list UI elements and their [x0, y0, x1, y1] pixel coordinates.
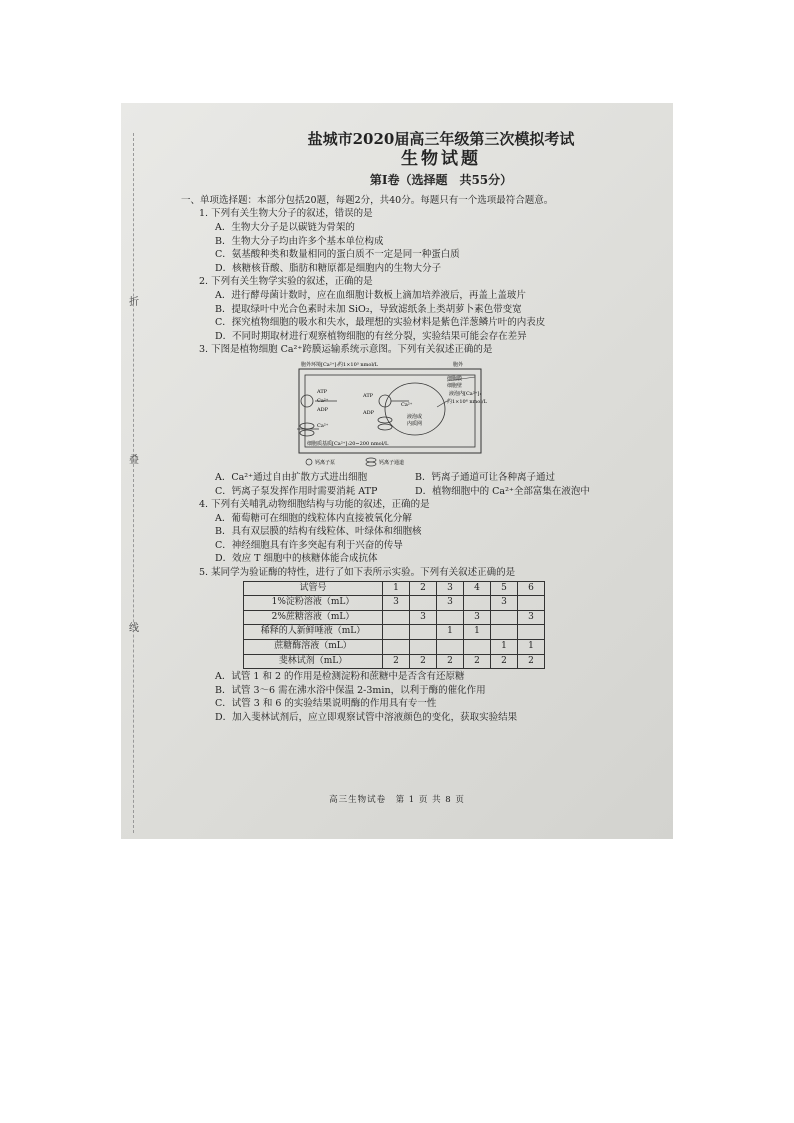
table-cell: 3 [464, 610, 491, 625]
table-cell: 1 [491, 640, 518, 655]
table-cell: 2 [383, 654, 410, 669]
table-cell [383, 640, 410, 655]
table-cell: 2%蔗糖溶液（mL） [244, 610, 383, 625]
membrane-pump-circle [301, 395, 313, 407]
cell-wall-label: 细胞壁 [447, 382, 463, 389]
vacuole-label: 液泡或 [407, 413, 423, 420]
q2-option-a: A．进行酵母菌计数时，应在血细胞计数板上滴加培养液后，再盖上盖玻片 [215, 289, 526, 301]
table-cell [491, 610, 518, 625]
experiment-table [243, 581, 545, 670]
subject-title: 生物试题 [401, 148, 481, 169]
margin-mark-fold: 折 [129, 297, 139, 308]
table-header-cell: 6 [518, 581, 545, 596]
margin-mark-line: 线 [129, 623, 139, 634]
scanned-page [121, 103, 673, 839]
q1-option-d: D．核糖核苷酸、脂肪和糖原都是细胞内的生物大分子 [215, 262, 442, 274]
membrane-channel-bottom [300, 430, 314, 436]
table-cell: 2 [437, 654, 464, 669]
legend-channel-icon-top [366, 458, 376, 462]
adp-label-2: ADP [363, 409, 374, 416]
q3-options-cd [181, 485, 661, 499]
vacuole-conc-value: 约1×10⁶ nmol/L [447, 398, 487, 405]
table-cell [410, 596, 437, 611]
membrane-label: 细胞膜 [447, 375, 463, 382]
table-cell: 3 [437, 596, 464, 611]
q2-option-c: C．探究植物细胞的吸水和失水，最理想的实验材料是紫色洋葱鳞片叶的内表皮 [215, 317, 546, 329]
q3-option-b: B．钙离子通道可让各种离子通过 [415, 471, 555, 483]
table-cell [437, 640, 464, 655]
table-cell: 2 [410, 654, 437, 669]
margin-mark-stack: 叠 [129, 455, 139, 466]
q1-option-a: A．生物大分子是以碳链为骨架的 [215, 221, 355, 233]
outside-label: 胞外 [453, 361, 464, 368]
membrane-channel-top [300, 423, 314, 429]
table-header-cell: 3 [437, 581, 464, 596]
table-row [244, 654, 545, 669]
table-row [244, 610, 545, 625]
ca-label-1: Ca²⁺ [317, 397, 329, 404]
table-cell [383, 625, 410, 640]
q3-stem: 3. 下图是植物细胞 Ca²⁺跨膜运输系统示意图。下列有关叙述正确的是 [199, 344, 493, 356]
cytoplasm-label: 细胞质基质[Ca²⁺]:20~200 nmol/L [307, 440, 389, 447]
diagram-svg [297, 359, 497, 471]
fold-line [133, 133, 134, 833]
legend-channel-label: 钙离子通道 [379, 459, 405, 466]
table-cell: 2 [518, 654, 545, 669]
table-cell: 蔗糖酶溶液（mL） [244, 640, 383, 655]
table-cell: 2 [491, 654, 518, 669]
q4-option-a: A．葡萄糖可在细胞的线粒体内直接被氧化分解 [215, 512, 412, 524]
section-title: 第Ⅰ卷（选择题 共55分） [369, 173, 513, 188]
q2-option-b: B．提取绿叶中光合色素时未加 SiO₂，导致滤纸条上类胡萝卜素色带变宽 [215, 303, 522, 315]
q5-stem: 5. 某同学为验证酶的特性，进行了如下表所示实验。下列有关叙述正确的是 [199, 567, 516, 579]
table-cell [410, 625, 437, 640]
exam-content [181, 127, 661, 725]
table-header-cell: 2 [410, 581, 437, 596]
vacuole-conc-label: 液泡内[Ca²⁺]: [449, 390, 482, 397]
q5-option-b: B．试管 3～6 需在沸水浴中保温 2-3min，以利于酶的催化作用 [215, 684, 486, 696]
legend-pump-label: 钙离子泵 [315, 459, 336, 466]
q1-option-b: B．生物大分子均由许多个基本单位构成 [215, 235, 384, 247]
table-header-row [244, 581, 545, 596]
q3-option-a: A．Ca²⁺通过自由扩散方式进出细胞 [215, 471, 368, 483]
table-cell [491, 625, 518, 640]
q4-option-d: D．效应 T 细胞中的核糖体能合成抗体 [215, 553, 378, 565]
table-cell: 1%淀粉溶液（mL） [244, 596, 383, 611]
atp-label-1: ATP [317, 388, 328, 395]
vacuole-label-leader [437, 401, 447, 407]
table-header-cell: 4 [464, 581, 491, 596]
q4-option-b: B．具有双层膜的结构有线粒体、叶绿体和细胞核 [215, 526, 422, 538]
instructions: 一、单项选择题：本部分包括20题，每题2分，共40分。每题只有一个选项最符合题意。 [181, 194, 554, 206]
table-cell [464, 596, 491, 611]
q5-option-a: A．试管 1 和 2 的作用是检测淀粉和蔗糖中是否含有还原糖 [215, 671, 465, 683]
q2-stem: 2. 下列有关生物学实验的叙述，正确的是 [199, 276, 373, 288]
q3-options-ab [181, 471, 661, 485]
ca-label-2: Ca²⁺ [401, 401, 413, 408]
table-row [244, 640, 545, 655]
table-row [244, 625, 545, 640]
q1-stem: 1. 下列有关生物大分子的叙述，错误的是 [199, 208, 373, 220]
table-cell: 3 [491, 596, 518, 611]
q5-option-d: D．加入斐林试剂后，应立即观察试管中溶液颜色的变化，获取实验结果 [215, 712, 518, 723]
q3-option-d: D．植物细胞中的 Ca²⁺全部富集在液泡中 [415, 485, 590, 497]
er-label: 内质网 [407, 420, 423, 427]
q5-option-c: C．试管 3 和 6 的实验结果说明酶的作用具有专一性 [215, 698, 437, 710]
table-cell: 1 [464, 625, 491, 640]
calcium-transport-diagram [297, 359, 497, 471]
adp-label-1: ADP [317, 406, 328, 413]
table-cell: 稀释的人新鲜唾液（mL） [244, 625, 383, 640]
q4-stem: 4. 下列有关哺乳动物细胞结构与功能的叙述，正确的是 [199, 499, 430, 511]
table-cell [437, 610, 464, 625]
legend-channel-icon-bottom [366, 462, 376, 466]
atp-label-2: ATP [363, 392, 374, 399]
table-cell: 1 [437, 625, 464, 640]
table-header-cell: 5 [491, 581, 518, 596]
table-cell: 3 [518, 610, 545, 625]
page-footer: 高三生物试卷 第 1 页 共 8 页 [329, 795, 465, 805]
table-row [244, 596, 545, 611]
table-cell: 2 [464, 654, 491, 669]
q1-option-c: C．氨基酸种类和数量相同的蛋白质不一定是同一种蛋白质 [215, 249, 460, 261]
outside-conc-label: 胞外环境[Ca²⁺]:约1×10³ nmol/L [301, 361, 378, 368]
vacuole-channel-bottom [378, 424, 392, 430]
table-cell [518, 625, 545, 640]
table-cell: 3 [383, 596, 410, 611]
exam-title: 盐城市2020届高三年级第三次模拟考试 [307, 130, 575, 148]
table-cell [518, 596, 545, 611]
table-header-cell: 试管号 [244, 581, 383, 596]
legend-pump-icon [306, 459, 312, 465]
ca-label-3: Ca²⁺ [317, 422, 329, 429]
vacuole-ellipse [385, 383, 445, 435]
q2-option-d: D．不同时期取材进行观察植物细胞的有丝分裂，实验结果可能会存在差异 [215, 330, 527, 342]
table-header-cell: 1 [383, 581, 410, 596]
q3-option-c: C．钙离子泵发挥作用时需要消耗 ATP [215, 485, 378, 497]
table-cell: 1 [518, 640, 545, 655]
table-cell: 斐林试剂（mL） [244, 654, 383, 669]
table-cell: 3 [410, 610, 437, 625]
q4-option-c: C．神经细胞具有许多突起有利于兴奋的传导 [215, 539, 403, 551]
table-cell [410, 640, 437, 655]
vacuole-channel-top [378, 417, 392, 423]
table-cell [464, 640, 491, 655]
table-cell [383, 610, 410, 625]
